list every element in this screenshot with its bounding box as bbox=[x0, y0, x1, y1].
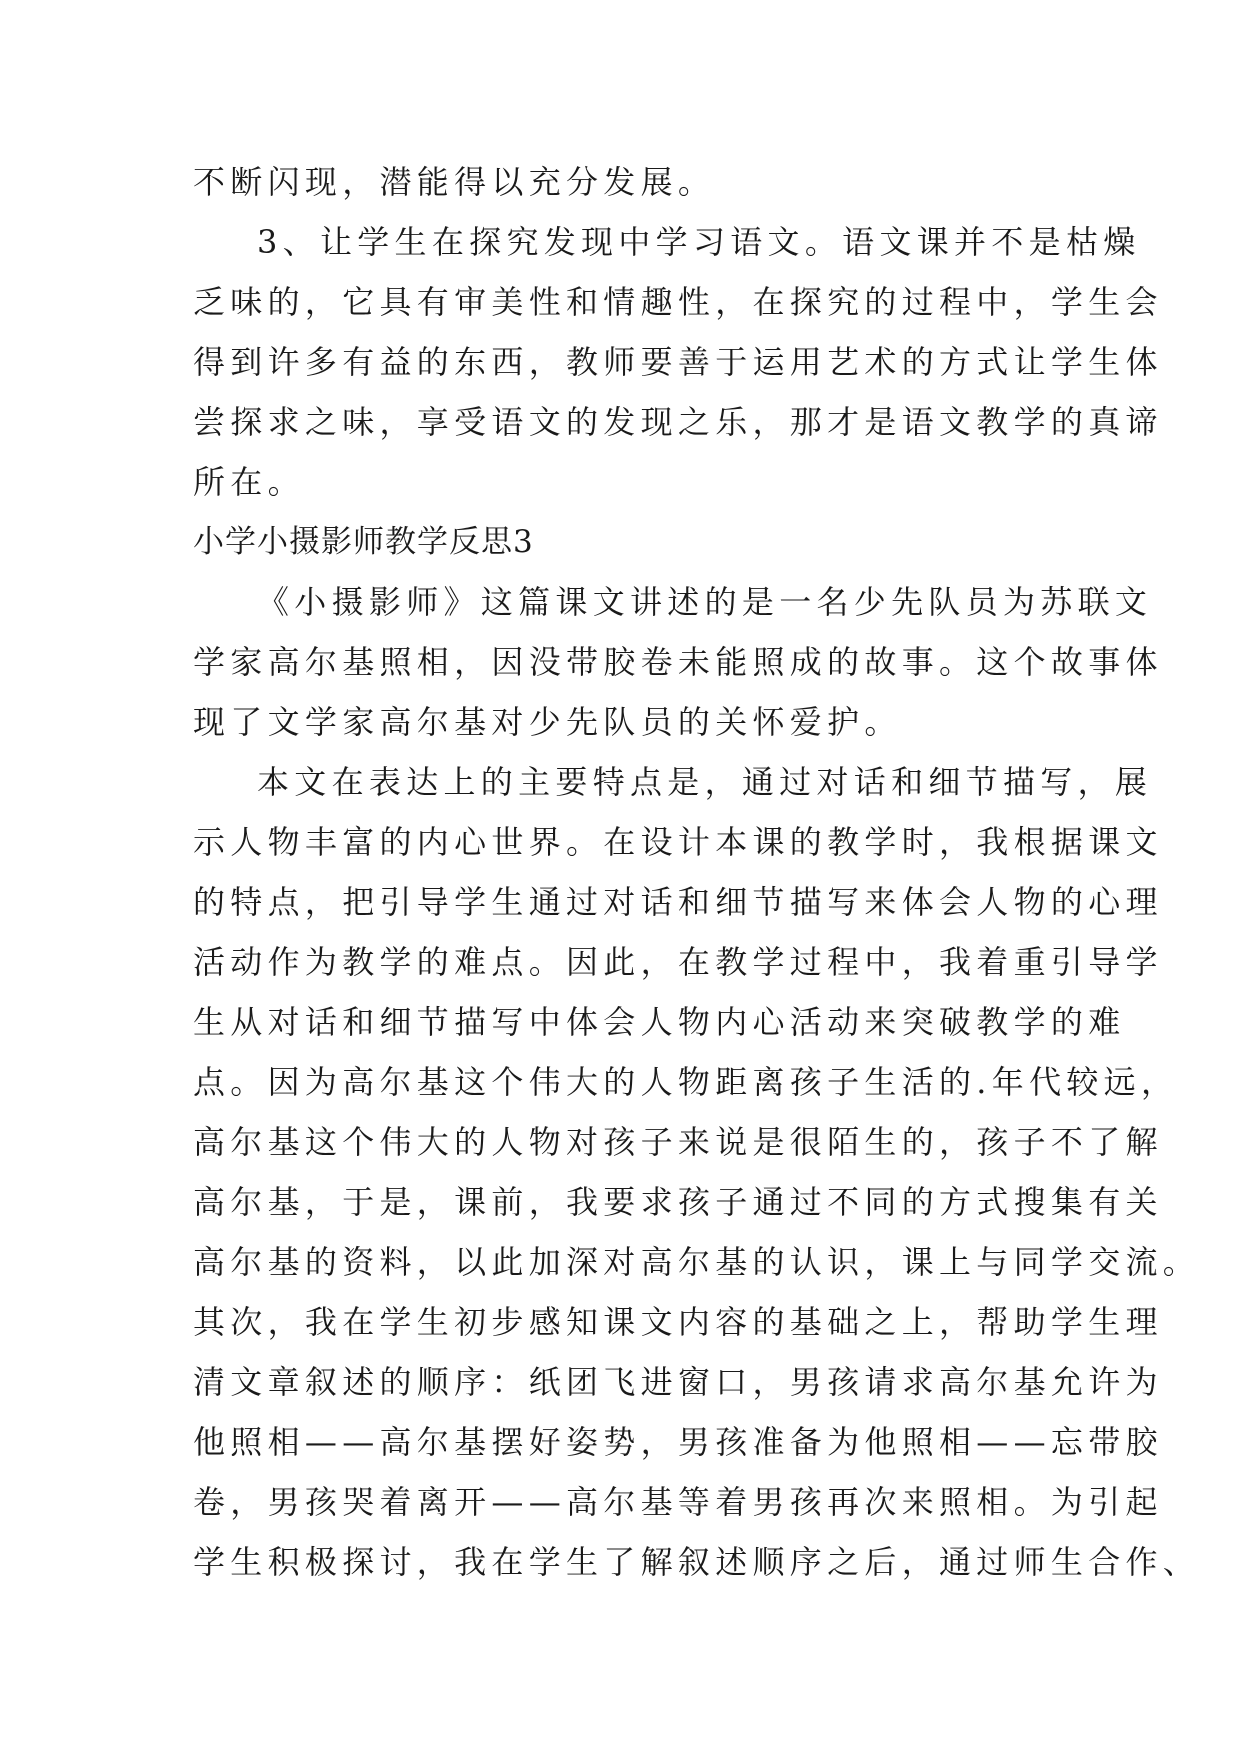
text-line: 学生积极探讨，我在学生了解叙述顺序之后，通过师生合作、 bbox=[193, 1543, 1201, 1581]
text-line: 活动作为教学的难点。因此，在教学过程中，我着重引导学 bbox=[193, 943, 1163, 981]
text-line: 的特点，把引导学生通过对话和细节描写来体会人物的心理 bbox=[193, 883, 1163, 921]
text-line: 《小摄影师》这篇课文讲述的是一名少先队员为苏联文 bbox=[257, 583, 1153, 621]
text-line: 高尔基，于是，课前，我要求孩子通过不同的方式搜集有关 bbox=[193, 1183, 1163, 1221]
text-line: 生从对话和细节描写中体会人物内心活动来突破教学的难 bbox=[193, 1003, 1126, 1041]
text-line: 高尔基这个伟大的人物对孩子来说是很陌生的，孩子不了解 bbox=[193, 1123, 1163, 1161]
text-line: 现了文学家高尔基对少先队员的关怀爱护。 bbox=[193, 703, 902, 741]
text-line: 其次，我在学生初步感知课文内容的基础之上，帮助学生理 bbox=[193, 1303, 1163, 1341]
text-line: 卷，男孩哭着离开——高尔基等着男孩再次来照相。为引起 bbox=[193, 1483, 1163, 1521]
text-line: 得到许多有益的东西，教师要善于运用艺术的方式让学生体 bbox=[193, 343, 1163, 381]
text-line: 乏味的，它具有审美性和情趣性，在探究的过程中，学生会 bbox=[193, 283, 1163, 321]
text-line: 他照相——高尔基摆好姿势，男孩准备为他照相——忘带胶 bbox=[193, 1423, 1163, 1461]
text-line: 示人物丰富的内心世界。在设计本课的教学时，我根据课文 bbox=[193, 823, 1163, 861]
section-heading: 小学小摄影师教学反思3 bbox=[193, 524, 534, 560]
text-line: 尝探求之味，享受语文的发现之乐，那才是语文教学的真谛 bbox=[193, 403, 1163, 441]
text-line: 不断闪现，潜能得以充分发展。 bbox=[193, 163, 716, 201]
text-line: 点。因为高尔基这个伟大的人物距离孩子生活的.年代较远， bbox=[193, 1063, 1179, 1101]
text-line: 高尔基的资料，以此加深对高尔基的认识，课上与同学交流。 bbox=[193, 1243, 1201, 1281]
text-line: 本文在表达上的主要特点是，通过对话和细节描写，展 bbox=[257, 763, 1153, 801]
text-line: 清文章叙述的顺序：纸团飞进窗口，男孩请求高尔基允许为 bbox=[193, 1363, 1163, 1401]
text-line: 3、让学生在探究发现中学习语文。语文课并不是枯燥 bbox=[257, 223, 1141, 261]
text-line: 学家高尔基照相，因没带胶卷未能照成的故事。这个故事体 bbox=[193, 643, 1163, 681]
text-line: 所在。 bbox=[193, 463, 305, 501]
